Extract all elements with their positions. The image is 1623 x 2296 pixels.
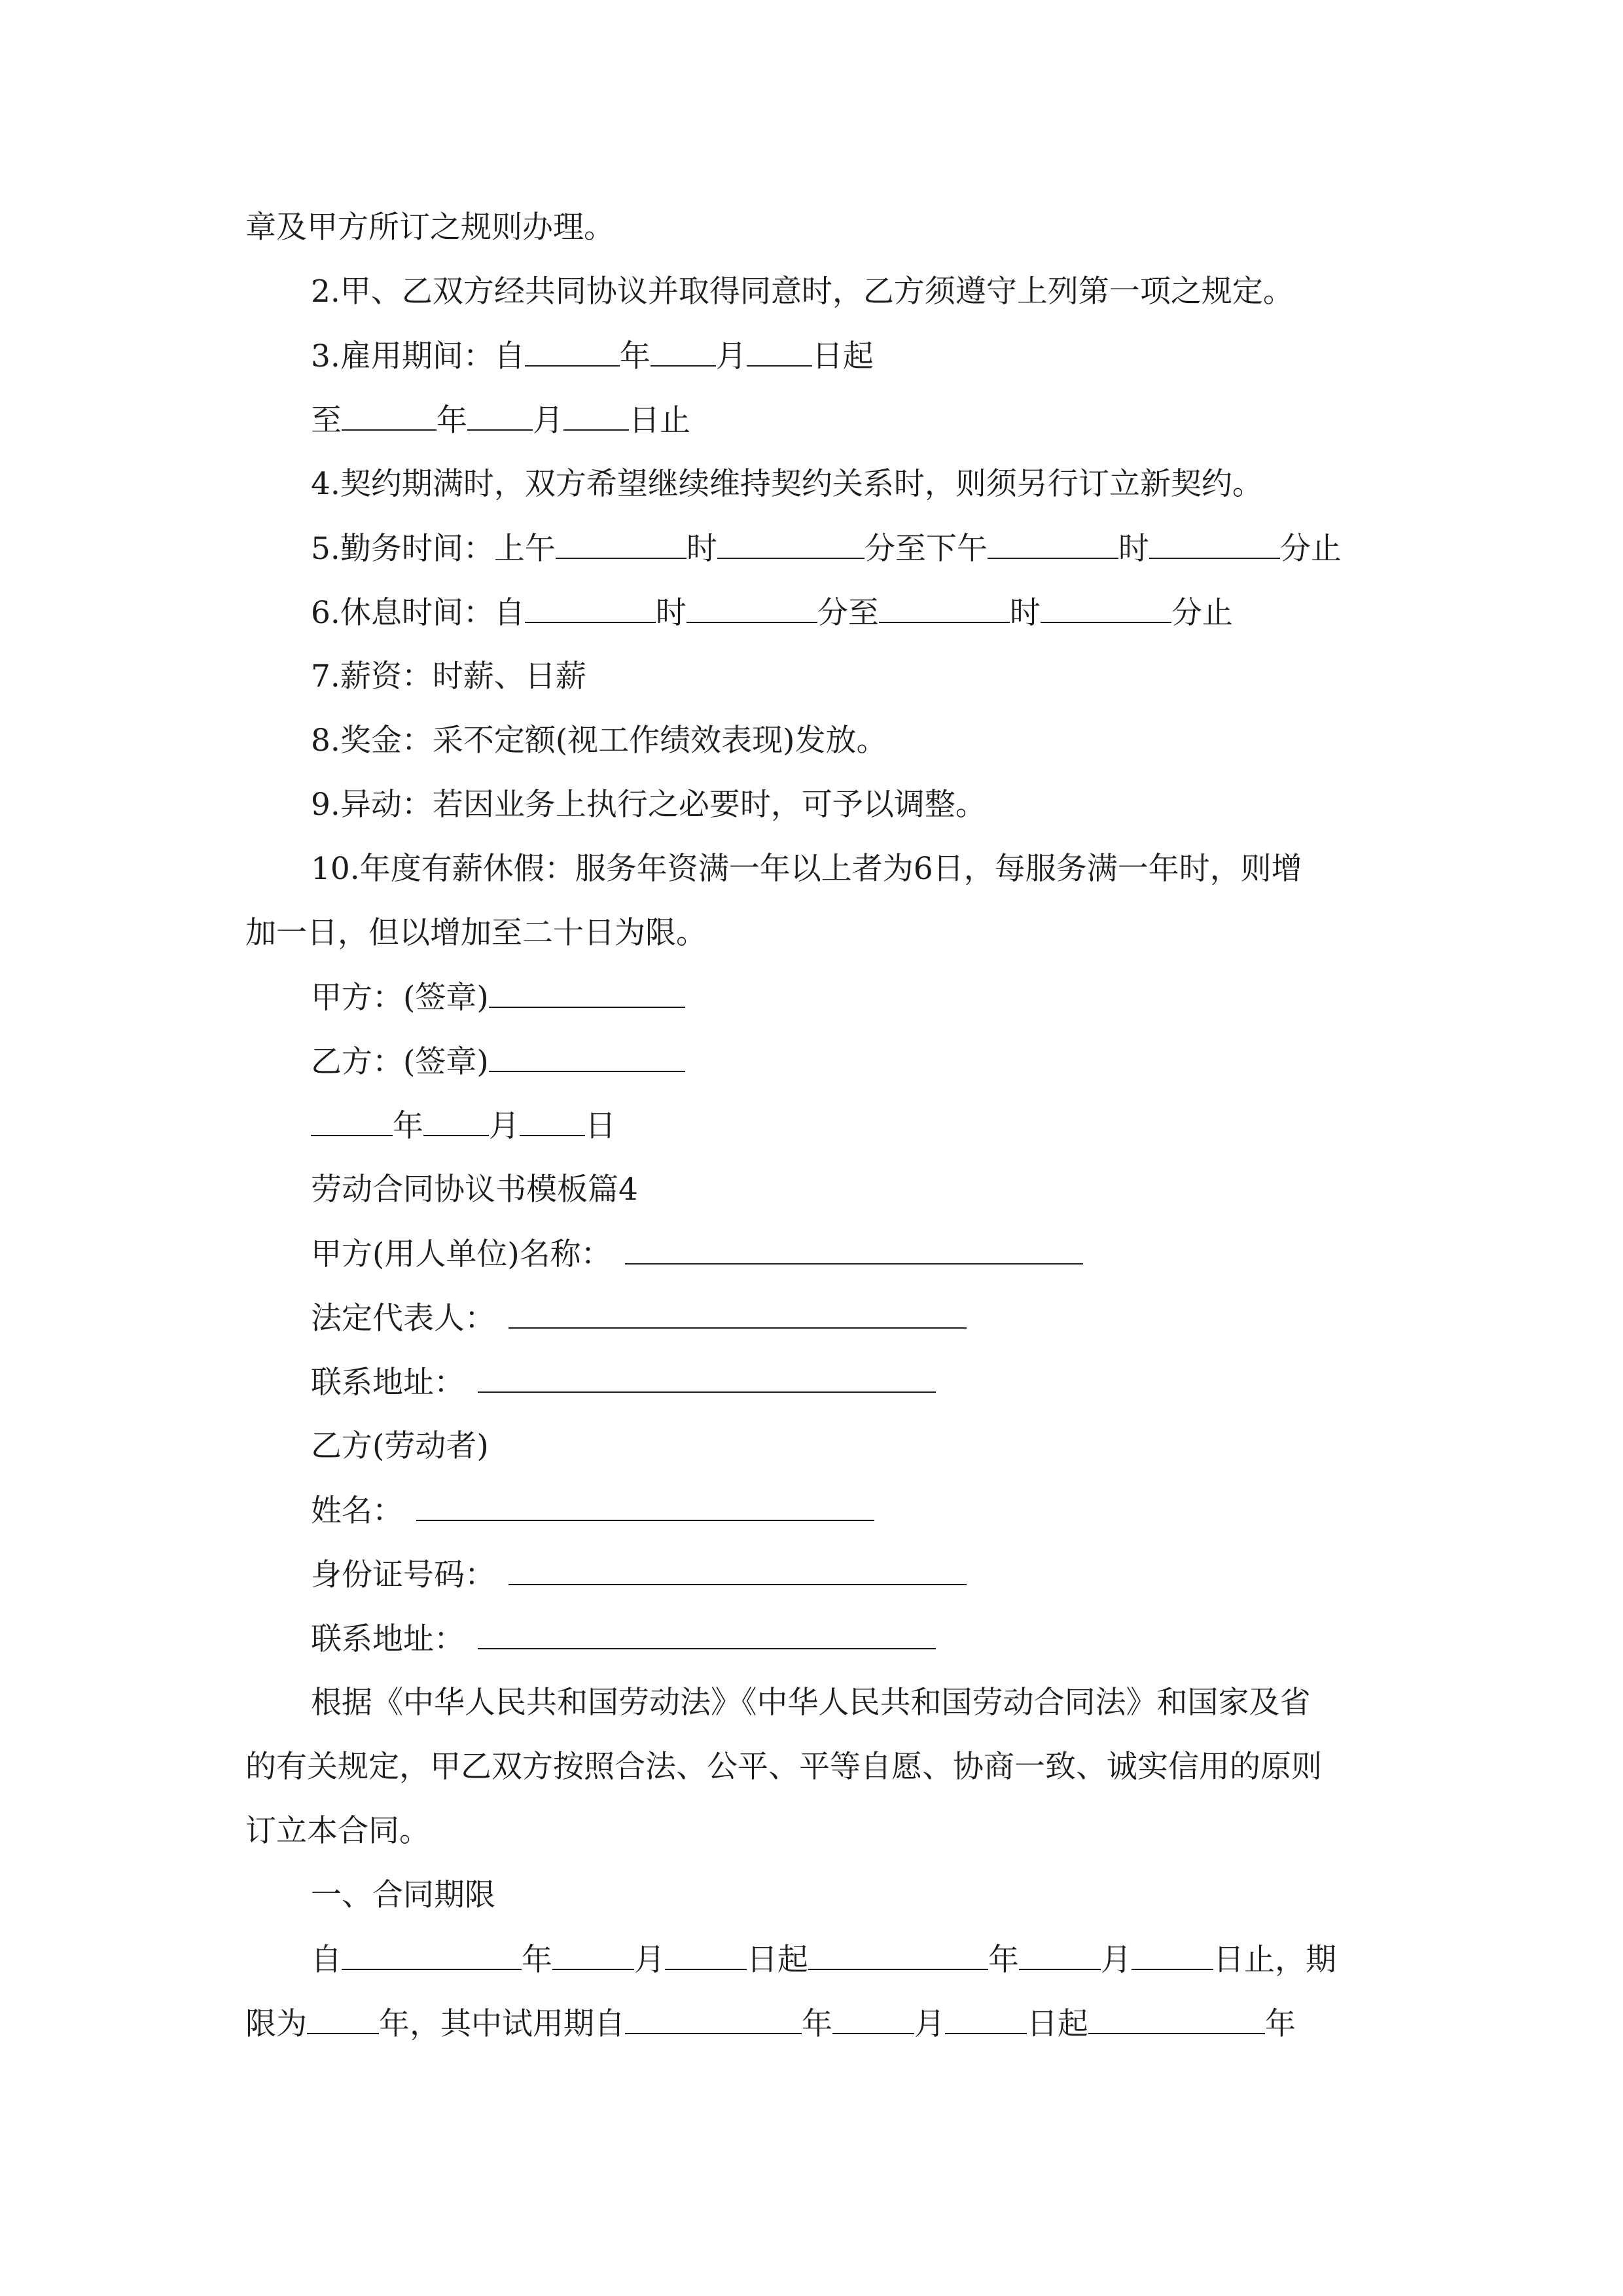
line-text: 月 <box>715 338 747 374</box>
line-text: 日起 <box>1027 2006 1088 2042</box>
line-text: 日起 <box>812 338 874 374</box>
line-text: 联系地址： <box>311 1621 465 1657</box>
line-text: 时 <box>686 531 717 567</box>
line-text: 根据《中华人民共和国劳动法》《中华人民共和国劳动合同法》和国家及省 <box>311 1685 1311 1721</box>
text-line <box>245 914 707 953</box>
line-text: 年 <box>393 1108 423 1144</box>
address-blank[interactable] <box>478 1619 936 1649</box>
legal-representative-line <box>311 1299 967 1338</box>
line-text: 年 <box>619 338 651 374</box>
line-text: 时 <box>655 595 687 631</box>
employee-address-line <box>311 1619 936 1659</box>
line-text: 限为 <box>245 2006 307 2042</box>
text-line <box>311 272 1294 312</box>
employee-name-line <box>311 1491 874 1530</box>
year-blank[interactable] <box>808 1940 988 1970</box>
line-text: 联系地址： <box>311 1365 465 1401</box>
rest-hours-line <box>311 593 1233 632</box>
probation-term-line <box>245 2004 1296 2043</box>
line-text: 年 <box>522 1942 552 1978</box>
line-text: 6.休息时间：自 <box>311 595 525 631</box>
day-blank[interactable] <box>945 2004 1027 2034</box>
line-text: 加一日，但以增加至二十日为限。 <box>245 915 707 951</box>
month-blank[interactable] <box>467 401 533 431</box>
line-text: 3.雇用期间：自 <box>311 338 525 374</box>
line-text: 日 <box>585 1108 616 1144</box>
line-text: 分止 <box>1279 531 1342 567</box>
line-text: 年 <box>802 2006 832 2042</box>
line-text: 年 <box>437 403 467 439</box>
employment-period-end-line <box>311 401 690 440</box>
employer-address-line <box>311 1363 936 1402</box>
text-line <box>311 1683 1311 1723</box>
line-text: 时 <box>1009 595 1041 631</box>
line-text: 7.薪资：时薪、日薪 <box>311 658 586 694</box>
line-text: 9.异动：若因业务上执行之必要时，可予以调整。 <box>311 787 986 823</box>
minute-blank[interactable] <box>717 529 865 559</box>
line-text: 至 <box>311 403 342 439</box>
year-blank[interactable] <box>625 2004 802 2034</box>
line-text: 月 <box>533 403 563 439</box>
line-text: 月 <box>489 1108 520 1144</box>
year-blank[interactable] <box>1088 2004 1265 2034</box>
day-blank[interactable] <box>1132 1940 1213 1970</box>
line-text: 分至 <box>817 595 879 631</box>
day-blank[interactable] <box>563 401 629 431</box>
year-blank[interactable] <box>525 336 620 367</box>
line-text: 甲方：(签章) <box>311 980 489 1016</box>
day-blank[interactable] <box>520 1106 585 1136</box>
line-text: 年，其中试用期自 <box>379 2006 625 2042</box>
month-blank[interactable] <box>651 336 716 367</box>
employer-name-blank[interactable] <box>625 1234 1083 1265</box>
id-number-line <box>311 1555 967 1594</box>
line-text: 章及甲方所订之规则办理。 <box>245 209 615 245</box>
minute-blank[interactable] <box>687 593 817 623</box>
years-blank[interactable] <box>307 2004 379 2034</box>
signature-blank[interactable] <box>489 978 685 1008</box>
line-text: 日止 <box>629 403 690 439</box>
line-text: 月 <box>914 2006 945 2042</box>
line-text: 年 <box>1265 2006 1296 2042</box>
line-text: 身份证号码： <box>311 1557 495 1593</box>
text-line <box>311 657 586 696</box>
hour-blank[interactable] <box>879 593 1010 623</box>
line-text: 订立本合同。 <box>245 1813 430 1849</box>
month-blank[interactable] <box>423 1106 489 1136</box>
line-text: 5.勤务时间：上午 <box>311 531 556 567</box>
text-line <box>311 850 1302 889</box>
text-line <box>311 721 887 761</box>
section-heading <box>311 1876 495 1915</box>
text-line <box>245 208 615 247</box>
year-blank[interactable] <box>311 1106 393 1136</box>
line-text: 月 <box>634 1942 665 1978</box>
line-text: 月 <box>1101 1942 1132 1978</box>
signing-date-line <box>311 1106 616 1145</box>
text-line <box>311 1427 489 1466</box>
party-a-signature-line <box>311 978 685 1017</box>
line-text: 日起 <box>747 1942 808 1978</box>
line-text: 年 <box>988 1942 1019 1978</box>
text-line <box>311 465 1263 504</box>
text-line <box>311 785 986 825</box>
legal-representative-blank[interactable] <box>508 1299 967 1329</box>
signature-blank[interactable] <box>489 1042 685 1072</box>
minute-blank[interactable] <box>1149 529 1280 559</box>
day-blank[interactable] <box>665 1940 747 1970</box>
text-line <box>245 1812 430 1851</box>
month-blank[interactable] <box>552 1940 634 1970</box>
line-text: 劳动合同协议书模板篇4 <box>311 1172 638 1208</box>
hour-blank[interactable] <box>988 529 1118 559</box>
line-text: 一、合同期限 <box>311 1877 495 1913</box>
line-text: 乙方：(签章) <box>311 1044 489 1080</box>
year-blank[interactable] <box>342 401 437 431</box>
month-blank[interactable] <box>832 2004 914 2034</box>
line-text: 自 <box>311 1942 342 1978</box>
line-text: 乙方(劳动者) <box>311 1428 489 1464</box>
line-text: 2.甲、乙双方经共同协议并取得同意时，乙方须遵守上列第一项之规定。 <box>311 274 1294 310</box>
minute-blank[interactable] <box>1041 593 1171 623</box>
line-text: 分止 <box>1171 595 1233 631</box>
line-text: 甲方(用人单位)名称： <box>311 1236 612 1272</box>
hour-blank[interactable] <box>525 593 656 623</box>
line-text: 日止，期 <box>1213 1942 1336 1978</box>
line-text: 的有关规定，甲乙双方按照合法、公平、平等自愿、协商一致、诚实信用的原则 <box>245 1749 1322 1785</box>
employment-period-start-line <box>311 336 874 376</box>
line-text: 10.年度有薪休假：服务年资满一年以上者为6日，每服务满一年时，则增 <box>311 851 1302 887</box>
name-blank[interactable] <box>416 1491 874 1521</box>
day-blank[interactable] <box>747 336 812 367</box>
id-number-blank[interactable] <box>508 1555 967 1585</box>
contract-term-line <box>311 1940 1336 1979</box>
line-text: 分至下午 <box>864 531 988 567</box>
line-text: 法定代表人： <box>311 1300 495 1336</box>
line-text: 8.奖金：采不定额(视工作绩效表现)发放。 <box>311 723 887 759</box>
month-blank[interactable] <box>1019 1940 1101 1970</box>
line-text: 姓名： <box>311 1493 403 1529</box>
text-line <box>245 1748 1322 1787</box>
party-b-signature-line <box>311 1042 685 1081</box>
hour-blank[interactable] <box>556 529 687 559</box>
employer-name-line <box>311 1234 1083 1274</box>
address-blank[interactable] <box>478 1363 936 1393</box>
work-hours-line <box>311 529 1342 568</box>
year-blank[interactable] <box>342 1940 522 1970</box>
section-heading <box>311 1170 638 1210</box>
line-text: 4.契约期满时，双方希望继续维持契约关系时，则须另行订立新契约。 <box>311 466 1263 502</box>
line-text: 时 <box>1118 531 1149 567</box>
